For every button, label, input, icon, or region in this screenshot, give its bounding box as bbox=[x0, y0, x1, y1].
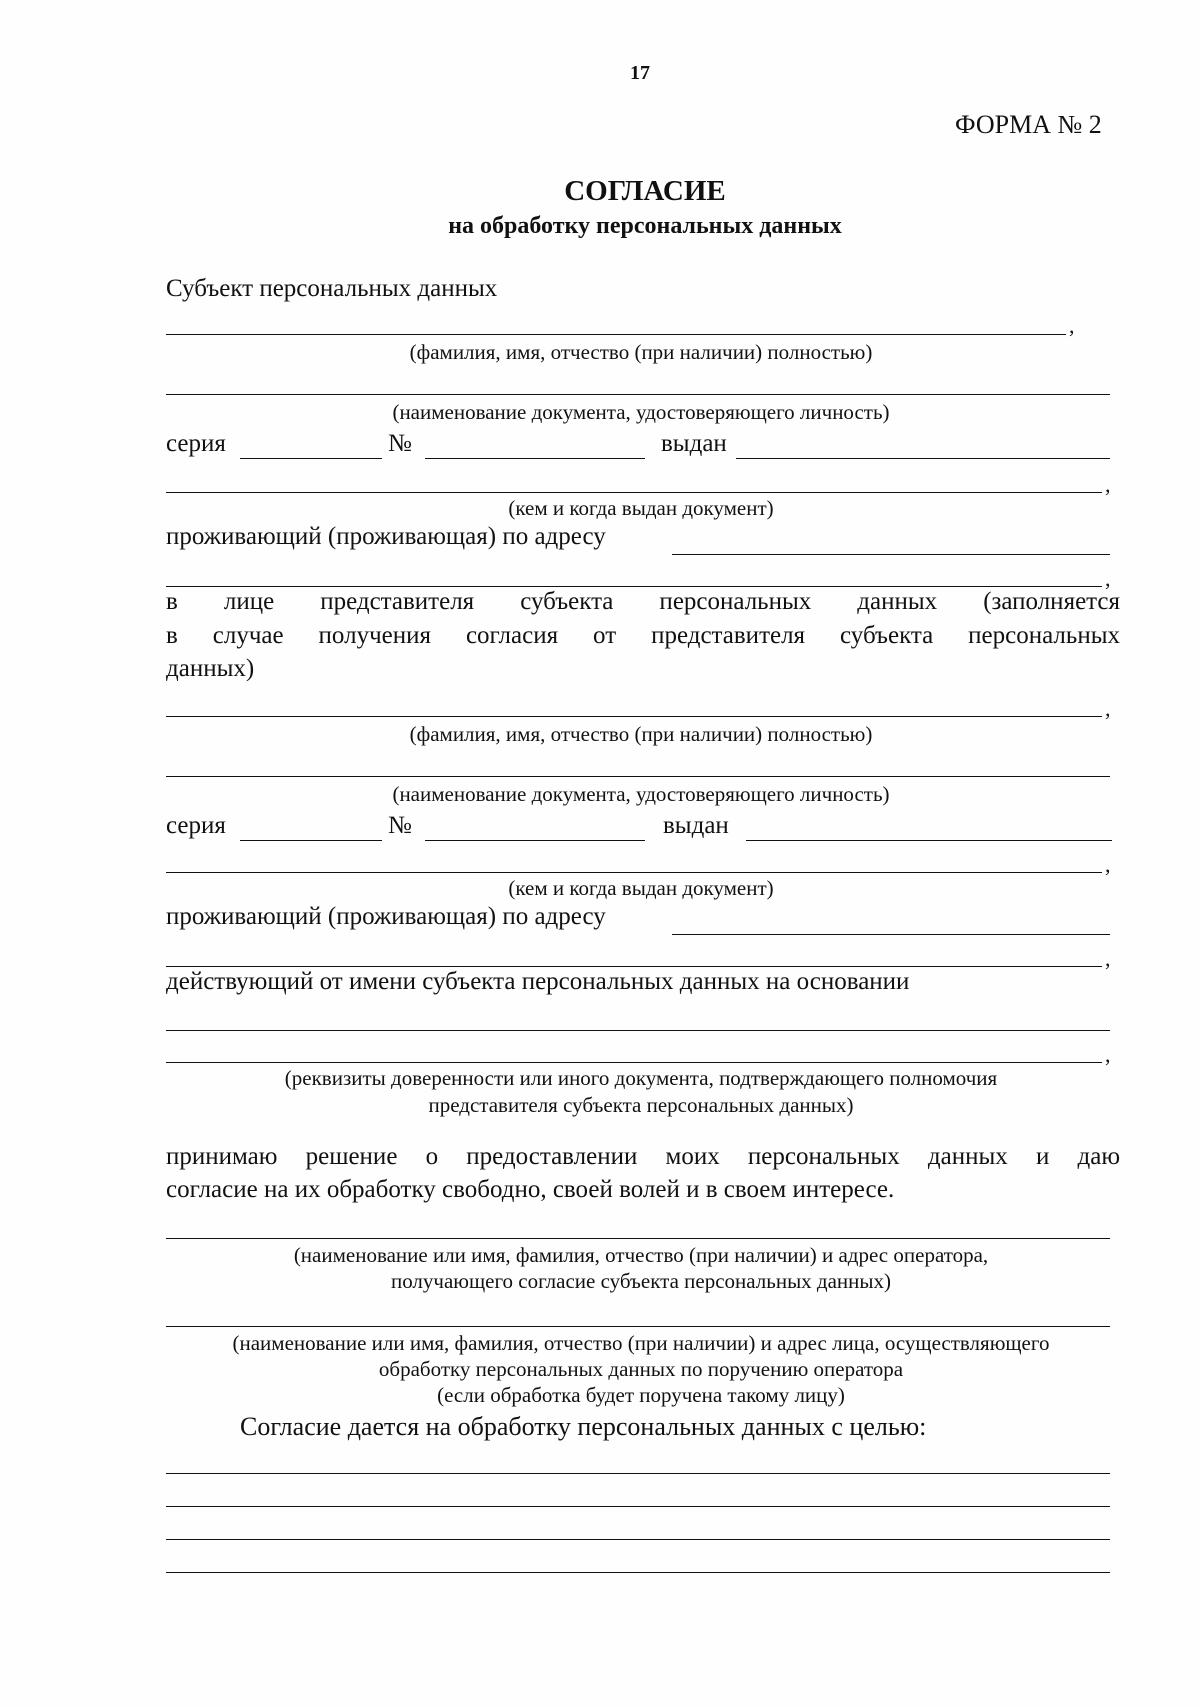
representative-basis-caption-line2: представителя субъекта персональных данных) bbox=[428, 1093, 854, 1117]
representative-address-field[interactable] bbox=[672, 934, 1110, 935]
subject-doc-line[interactable] bbox=[166, 394, 1110, 395]
representative-issued-label: выдан bbox=[663, 812, 729, 839]
representative-basis-line2[interactable] bbox=[166, 1062, 1102, 1063]
subject-fio-caption: (фамилия, имя, отчество (при наличии) полностью) bbox=[409, 340, 873, 364]
representative-basis-line1[interactable] bbox=[166, 1030, 1110, 1031]
subject-label: Субъект персональных данных bbox=[166, 275, 498, 302]
representative-issued-caption: (кем и когда выдан документ) bbox=[508, 876, 774, 900]
representative-intro-line2: в случае получения согласия от представителя субъекта персональных bbox=[166, 622, 1120, 649]
representative-fio-line[interactable] bbox=[166, 716, 1102, 717]
representative-intro-line1: в лице представителя субъекта персональных данных (заполняется bbox=[166, 588, 1120, 615]
form-label: ФОРМА № 2 bbox=[955, 110, 1102, 139]
comma: , bbox=[1105, 852, 1111, 877]
subject-doc-caption: (наименование документа, удостоверяющего личность) bbox=[392, 400, 890, 424]
subject-series-field[interactable] bbox=[240, 458, 382, 459]
decision-line1: принимаю решение о предоставлении моих персональных данных и даю bbox=[166, 1143, 1120, 1170]
comma: , bbox=[1105, 472, 1111, 497]
document-subtitle: на обработку персональных данных bbox=[448, 213, 842, 239]
comma: , bbox=[1105, 946, 1111, 971]
representative-series-label: серия bbox=[166, 812, 226, 839]
representative-doc-line[interactable] bbox=[166, 776, 1110, 777]
representative-doc-caption: (наименование документа, удостоверяющего личность) bbox=[392, 782, 890, 806]
representative-fio-caption: (фамилия, имя, отчество (при наличии) полностью) bbox=[409, 722, 873, 746]
comma: , bbox=[1105, 696, 1111, 721]
purpose-label: Согласие дается на обработку персональных данных с целью: bbox=[240, 1412, 927, 1441]
subject-number-field[interactable] bbox=[425, 458, 645, 459]
purpose-line-1[interactable] bbox=[166, 1473, 1110, 1474]
subject-number-label: № bbox=[388, 430, 412, 457]
decision-line2: согласие на их обработку свободно, своей волей и в своем интересе. bbox=[166, 1176, 895, 1203]
subject-series-label: серия bbox=[166, 430, 226, 457]
operator-line[interactable] bbox=[166, 1238, 1110, 1239]
processor-caption-line3: (если обработка будет поручена такому лицу) bbox=[437, 1383, 845, 1407]
representative-series-field[interactable] bbox=[240, 840, 382, 841]
representative-issued-field[interactable] bbox=[746, 840, 1112, 841]
subject-issued-field[interactable] bbox=[736, 458, 1110, 459]
purpose-line-4[interactable] bbox=[166, 1572, 1110, 1573]
processor-line[interactable] bbox=[166, 1326, 1110, 1327]
representative-address-line[interactable] bbox=[166, 966, 1102, 967]
subject-address-label: проживающий (проживающая) по адресу bbox=[166, 523, 606, 550]
subject-issued-label: выдан bbox=[661, 430, 727, 457]
processor-caption-line1: (наименование или имя, фамилия, отчество (при наличии) и адрес лица, осуществляющего bbox=[232, 1331, 1050, 1355]
representative-issued-line[interactable] bbox=[166, 872, 1102, 873]
subject-issued-line[interactable] bbox=[166, 492, 1102, 493]
representative-intro-line3: данных) bbox=[166, 655, 255, 682]
purpose-line-3[interactable] bbox=[166, 1539, 1110, 1540]
representative-number-label: № bbox=[388, 812, 412, 839]
purpose-line-2[interactable] bbox=[166, 1506, 1110, 1507]
representative-number-field[interactable] bbox=[425, 840, 645, 841]
representative-basis-caption-line1: (реквизиты доверенности или иного документа, подтверждающего полномочия bbox=[284, 1066, 998, 1090]
document-title: СОГЛАСИЕ bbox=[564, 175, 726, 207]
comma: , bbox=[1105, 566, 1111, 591]
representative-address-label: проживающий (проживающая) по адресу bbox=[166, 903, 606, 930]
operator-caption-line2: получающего согласие субъекта персональных данных) bbox=[390, 1269, 892, 1293]
operator-caption-line1: (наименование или имя, фамилия, отчество (при наличии) и адрес оператора, bbox=[293, 1243, 989, 1267]
processor-caption-line2: обработку персональных данных по поручению оператора bbox=[378, 1357, 904, 1381]
representative-basis-label: действующий от имени субъекта персональных данных на основании bbox=[166, 968, 910, 995]
subject-fio-line[interactable] bbox=[166, 334, 1066, 335]
subject-issued-caption: (кем и когда выдан документ) bbox=[508, 496, 774, 520]
subject-address-field[interactable] bbox=[672, 554, 1110, 555]
subject-address-line[interactable] bbox=[166, 586, 1102, 587]
comma: , bbox=[1069, 313, 1075, 338]
comma: , bbox=[1105, 1042, 1111, 1067]
page-number: 17 bbox=[630, 62, 650, 84]
